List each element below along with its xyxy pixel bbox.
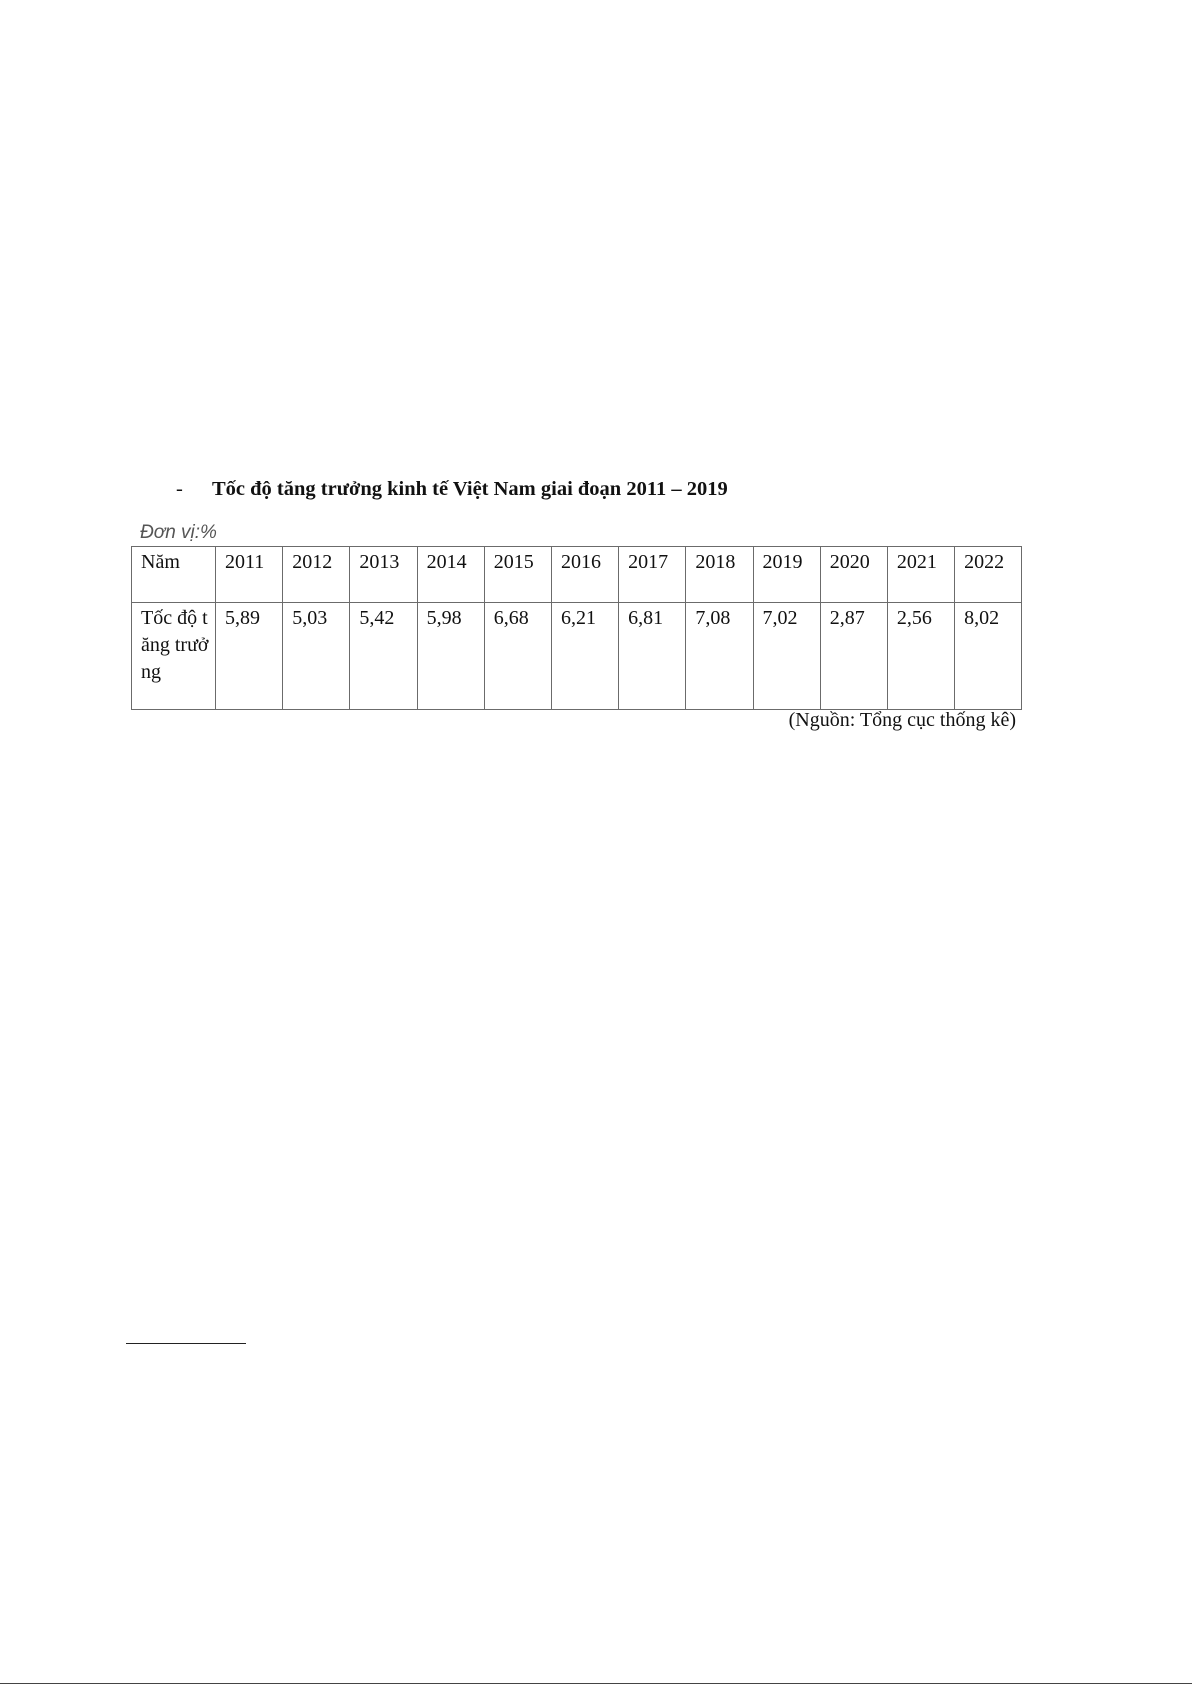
value-cell: 5,98 xyxy=(417,603,484,710)
bullet-dash: - xyxy=(176,478,183,500)
footnote-separator xyxy=(126,1343,246,1344)
year-cell: 2015 xyxy=(484,547,551,603)
year-cell: 2016 xyxy=(551,547,618,603)
value-cell: 2,87 xyxy=(820,603,887,710)
value-cell: 6,68 xyxy=(484,603,551,710)
year-cell: 2012 xyxy=(283,547,350,603)
year-cell: 2020 xyxy=(820,547,887,603)
page-bottom-divider xyxy=(0,1683,1192,1684)
section-heading xyxy=(176,476,728,502)
header-label-cell: Năm xyxy=(132,547,216,603)
value-cell: 2,56 xyxy=(887,603,954,710)
value-cell: 6,81 xyxy=(619,603,686,710)
unit-note: Đơn vị:% xyxy=(140,522,217,543)
year-cell: 2017 xyxy=(619,547,686,603)
year-cell: 2021 xyxy=(887,547,954,603)
year-cell: 2019 xyxy=(753,547,820,603)
value-cell: 7,08 xyxy=(686,603,753,710)
value-cell: 5,42 xyxy=(350,603,417,710)
growth-rate-table xyxy=(131,546,1022,710)
table-value-row xyxy=(132,603,1022,710)
year-cell: 2011 xyxy=(216,547,283,603)
year-cell: 2018 xyxy=(686,547,753,603)
value-cell: 5,03 xyxy=(283,603,350,710)
year-cell: 2013 xyxy=(350,547,417,603)
value-cell: 6,21 xyxy=(551,603,618,710)
table-header-row xyxy=(132,547,1022,603)
value-cell: 5,89 xyxy=(216,603,283,710)
row-label-cell: Tốc độ tăng trưởng xyxy=(132,603,216,710)
year-cell: 2022 xyxy=(955,547,1022,603)
value-cell: 8,02 xyxy=(955,603,1022,710)
source-note: (Nguồn: Tổng cục thống kê) xyxy=(788,709,1016,731)
section-title: Tốc độ tăng trưởng kinh tế Việt Nam giai đoạn 2011 – 2019 xyxy=(212,478,728,500)
value-cell: 7,02 xyxy=(753,603,820,710)
year-cell: 2014 xyxy=(417,547,484,603)
